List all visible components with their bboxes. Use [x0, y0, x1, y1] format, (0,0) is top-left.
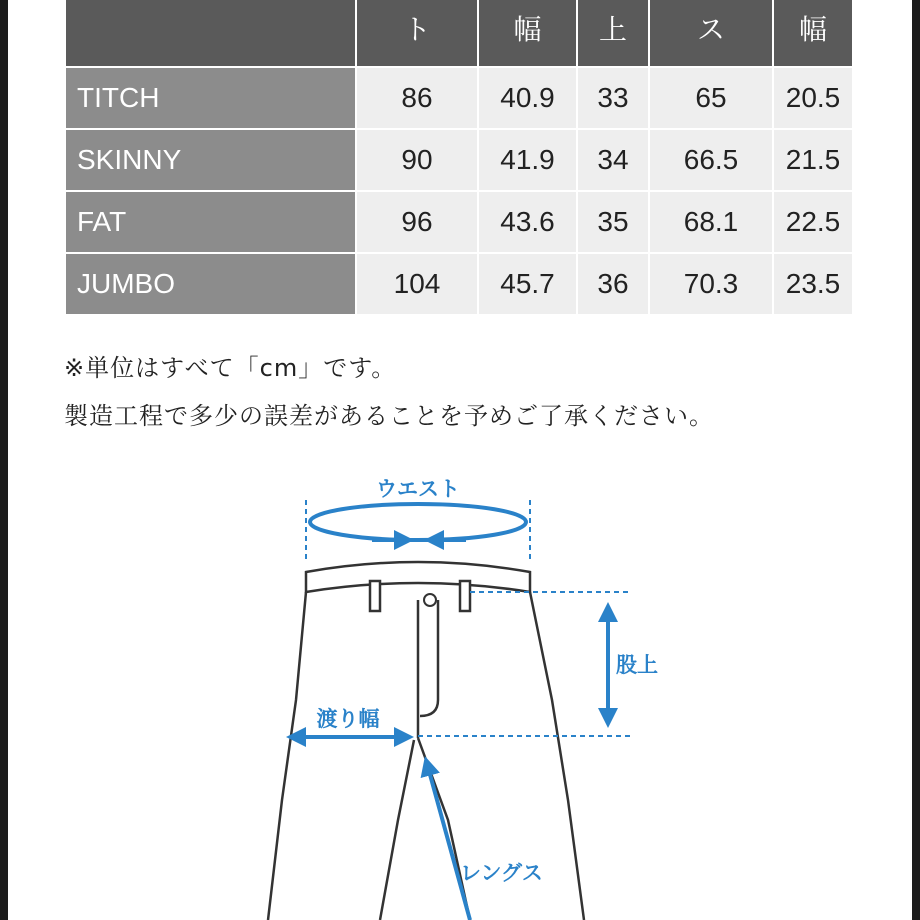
- row-label: SKINNY: [66, 130, 355, 190]
- table-header-cell: ト: [357, 0, 477, 66]
- table-header-cell: 幅: [774, 0, 852, 66]
- row-label: FAT: [66, 192, 355, 252]
- table-cell: 43.6: [479, 192, 576, 252]
- table-cell: 21.5: [774, 130, 852, 190]
- waist-measurement: [306, 477, 530, 560]
- length-label: レングス: [460, 861, 543, 885]
- length-measurement: [426, 760, 543, 920]
- row-label: JUMBO: [66, 254, 355, 314]
- table-cell: 68.1: [650, 192, 772, 252]
- table-cell: 96: [357, 192, 477, 252]
- table-cell: 33: [578, 68, 648, 128]
- table-cell: 36: [578, 254, 648, 314]
- table-cell: 90: [357, 130, 477, 190]
- table-header-cell: ス: [650, 0, 772, 66]
- table-cell: 34: [578, 130, 648, 190]
- table-cell: 20.5: [774, 68, 852, 128]
- table-cell: 66.5: [650, 130, 772, 190]
- thigh-measurement: [290, 707, 410, 737]
- thigh-label: 渡り幅: [316, 707, 380, 731]
- rise-measurement: [418, 592, 658, 736]
- table-cell: 40.9: [479, 68, 576, 128]
- table-cell: 45.7: [479, 254, 576, 314]
- rise-label: 股上: [616, 653, 658, 677]
- table-cell: 65: [650, 68, 772, 128]
- table-cell: 104: [357, 254, 477, 314]
- table-cell: 35: [578, 192, 648, 252]
- left-frame-edge: [0, 0, 8, 920]
- table-cell: 70.3: [650, 254, 772, 314]
- table-cell: 23.5: [774, 254, 852, 314]
- table-cell: 41.9: [479, 130, 576, 190]
- unit-note: ※単位はすべて「cm」です。: [64, 354, 397, 382]
- table-cell: 22.5: [774, 192, 852, 252]
- tolerance-note: 製造工程で多少の誤差があることを予めご了承ください。: [64, 402, 714, 430]
- table-header-cell: 上: [578, 0, 648, 66]
- right-frame-edge: [912, 0, 920, 920]
- table-header-cell: 幅: [479, 0, 576, 66]
- waist-label: ウエスト: [376, 477, 460, 501]
- table-cell: 86: [357, 68, 477, 128]
- button-icon: [424, 594, 436, 606]
- row-label: TITCH: [66, 68, 355, 128]
